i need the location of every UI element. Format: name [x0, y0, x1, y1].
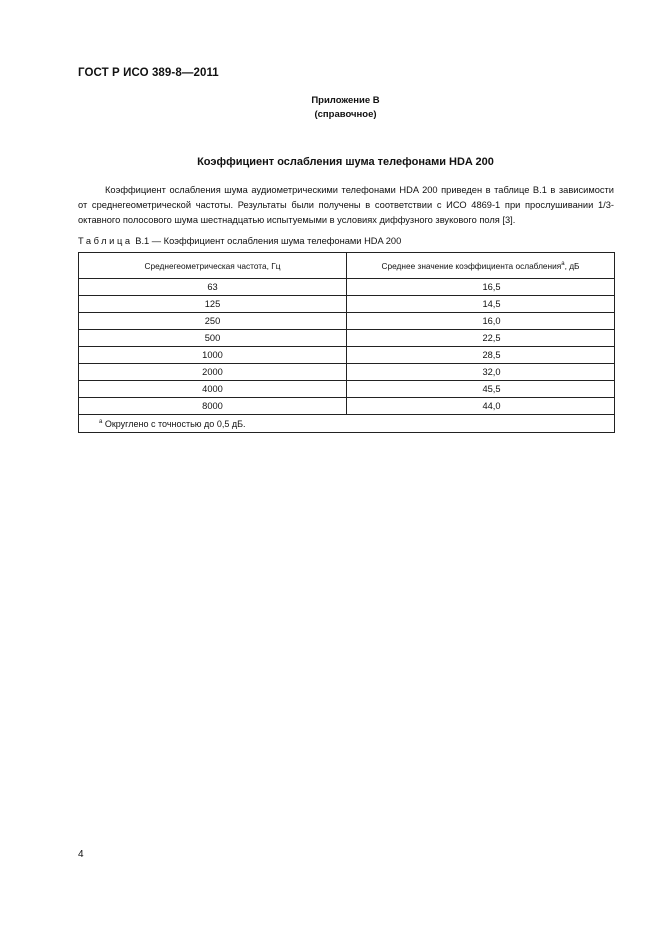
header-attenuation-unit: , дБ [564, 260, 580, 271]
table-caption [78, 236, 401, 246]
table-footnote [79, 415, 615, 433]
value-cell: 16,5 [347, 279, 615, 296]
table-row [79, 364, 615, 381]
table-row [79, 330, 615, 347]
body-paragraph [78, 183, 614, 228]
section-title-text: Коэффициент ослабления шума телефонами HDA 200 [197, 156, 494, 168]
freq-cell: 250 [79, 313, 347, 330]
freq-cell: 4000 [79, 381, 347, 398]
header-attenuation-text: Среднее значение коэффициента ослабления [381, 260, 562, 271]
header-footnote-mark: а [561, 260, 565, 267]
annex-label: Приложение В [311, 95, 380, 106]
value-cell: 28,5 [347, 347, 615, 364]
annex-heading [0, 94, 661, 122]
section-title [0, 156, 661, 168]
value-cell: 16,0 [347, 313, 615, 330]
header-frequency: Среднегеометрическая частота, Гц [79, 253, 347, 279]
table-row [79, 313, 615, 330]
table-row [79, 296, 615, 313]
table-row [79, 347, 615, 364]
freq-cell: 125 [79, 296, 347, 313]
annex-type: (справочное) [314, 109, 377, 120]
page-number: 4 [78, 849, 84, 860]
table-row [79, 381, 615, 398]
value-cell: 44,0 [347, 398, 615, 415]
value-cell: 32,0 [347, 364, 615, 381]
value-cell: 22,5 [347, 330, 615, 347]
paragraph-text: Коэффициент ослабления шума аудиометрическими телефонами HDA 200 приведен в таблице В.1 в зависимости от среднегеометрической частоты. Результаты были получены в соответствии с ИСО 4869-1 при прослушивании 1/3-октавного полосового шума шестнадцатью испытуемыми в условиях диффузного звукового поля [3]. [78, 185, 614, 225]
value-cell: 45,5 [347, 381, 615, 398]
freq-cell: 1000 [79, 347, 347, 364]
footnote-mark: а [99, 418, 103, 425]
freq-cell: 63 [79, 279, 347, 296]
value-cell: 14,5 [347, 296, 615, 313]
freq-cell: 2000 [79, 364, 347, 381]
table-footnote-row [79, 415, 615, 433]
table-row [79, 398, 615, 415]
header-attenuation [347, 253, 615, 279]
table-row [79, 279, 615, 296]
attenuation-table [78, 252, 615, 433]
table-caption-prefix: Таблица [78, 236, 133, 246]
document-header: ГОСТ Р ИСО 389-8—2011 [78, 67, 219, 79]
freq-cell: 8000 [79, 398, 347, 415]
footnote-text: Округлено с точностью до 0,5 дБ. [102, 418, 246, 429]
table-header-row [79, 253, 615, 279]
freq-cell: 500 [79, 330, 347, 347]
table-caption-text: В.1 — Коэффициент ослабления шума телефонами HDA 200 [135, 236, 402, 246]
